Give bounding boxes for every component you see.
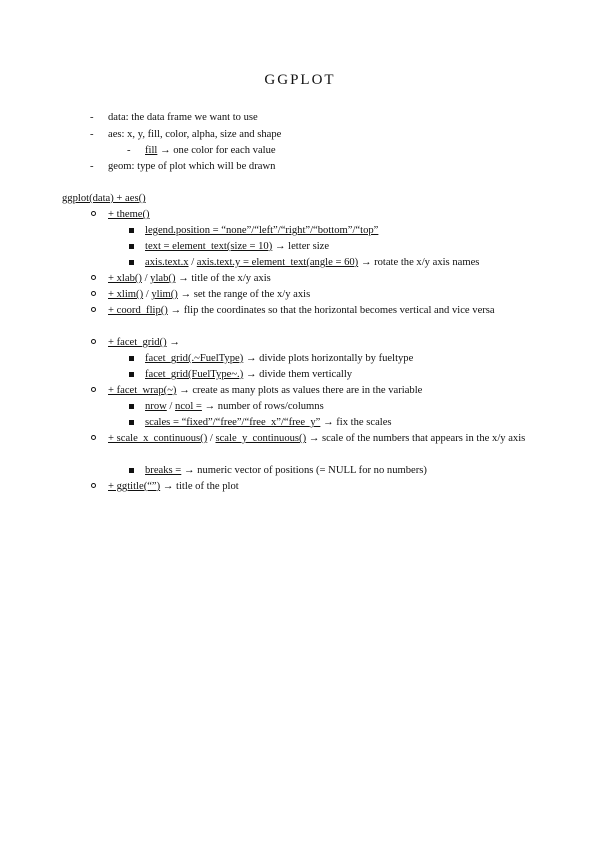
scale-desc: → scale of the numbers that appears in the x/y axis: [306, 433, 526, 444]
facet-grid-code: + facet_grid(): [108, 337, 167, 348]
circle-bullet: [91, 291, 96, 296]
breaks-desc: → numeric vector of positions (= NULL for no numbers): [181, 465, 427, 476]
dash-bullet: -: [90, 112, 94, 123]
facet-vertical-code: facet_grid(FuelType~.): [145, 369, 244, 380]
circle-bullet: [91, 435, 96, 440]
text-size-desc: → letter size: [272, 241, 330, 252]
dash-bullet: -: [127, 145, 131, 156]
ylab-code: ylab(): [150, 273, 176, 284]
item-coord-flip: [108, 303, 528, 319]
item-facet-grid: [108, 336, 180, 349]
axis-text-y-code: axis.text.y = element_text(angle = 60): [196, 257, 359, 268]
lab-separator: /: [141, 273, 151, 284]
item-scales: [145, 416, 392, 429]
square-bullet: [129, 420, 134, 425]
nrow-code: nrow: [145, 401, 167, 412]
facet-vertical-desc: → divide them vertically: [243, 369, 353, 380]
dash-bullet: -: [90, 129, 94, 140]
lab-desc: → title of the x/y axis: [175, 273, 271, 284]
nrow-desc: → number of rows/columns: [201, 401, 324, 412]
circle-bullet: [91, 339, 96, 344]
breaks-code: breaks =: [145, 465, 182, 476]
square-bullet: [129, 372, 134, 377]
item-facet-horizontal: [145, 352, 413, 365]
circle-bullet: [91, 211, 96, 216]
facet-wrap-desc: → create as many plots as values there are in the variable: [176, 385, 423, 396]
dash-item-aes: aes: x, y, fill, color, alpha, size and shape: [108, 129, 282, 140]
coord-flip-code: + coord_flip(): [108, 305, 168, 316]
axis-text-desc: → rotate the x/y axis names: [358, 257, 480, 268]
nrow-separator: /: [166, 401, 176, 412]
dash-item-geom: geom: type of plot which will be drawn: [108, 161, 276, 172]
facet-wrap-code: + facet_wrap(~): [108, 385, 177, 396]
item-lim: [108, 288, 310, 301]
item-axis-text: [145, 256, 479, 269]
circle-bullet: [91, 275, 96, 280]
page-title: GGPLOT: [264, 72, 336, 88]
item-facet-vertical: [145, 368, 352, 381]
item-text-size: [145, 240, 329, 253]
scale-separator: /: [207, 433, 216, 444]
item-scale-continuous: [108, 431, 528, 447]
dash-item-data: data: the data frame we want to use: [108, 112, 258, 123]
dash-bullet: -: [90, 161, 94, 172]
square-bullet: [129, 228, 134, 233]
lim-separator: /: [143, 289, 152, 300]
theme-code: + theme(): [108, 209, 150, 220]
square-bullet: [129, 244, 134, 249]
square-bullet: [129, 404, 134, 409]
ylim-code: ylim(): [151, 289, 178, 300]
ggtitle-code: + ggtitle(“”): [108, 481, 161, 492]
scales-code: scales = “fixed”/“free”/“free_x”/“free_y”: [145, 417, 321, 428]
lim-desc: → set the range of the x/y axis: [177, 289, 311, 300]
square-bullet: [129, 468, 134, 473]
circle-bullet: [91, 483, 96, 488]
ncol-code: ncol =: [175, 401, 202, 412]
item-ggtitle: [108, 480, 239, 493]
main-call: [62, 192, 146, 205]
main-call-code: ggplot(data) + aes(): [62, 193, 146, 204]
circle-bullet: [91, 387, 96, 392]
fill-code: fill: [145, 145, 158, 156]
circle-bullet: [91, 307, 96, 312]
axis-text-x-code: axis.text.x: [145, 257, 189, 268]
scale-y-code: scale_y_continuous(): [215, 433, 307, 444]
item-legend-position: [145, 224, 378, 237]
xlim-code: + xlim(): [108, 289, 144, 300]
ggtitle-desc: → title of the plot: [160, 481, 239, 492]
scales-desc: → fix the scales: [320, 417, 392, 428]
dash-item-fill: [145, 144, 276, 157]
xlab-code: + xlab(): [108, 273, 142, 284]
item-nrow-ncol: [145, 400, 324, 413]
item-facet-wrap: [108, 384, 422, 397]
item-theme: [108, 208, 150, 221]
item-breaks: [145, 464, 427, 477]
text-size-code: text = element_text(size = 10): [145, 241, 273, 252]
axis-separator: /: [188, 257, 197, 268]
facet-horizontal-code: facet_grid(.~FuelType): [145, 353, 244, 364]
item-lab: [108, 272, 271, 285]
facet-horizontal-desc: → divide plots horizontally by fueltype: [243, 353, 414, 364]
facet-grid-arrow: →: [166, 337, 180, 348]
scale-x-code: + scale_x_continuous(): [108, 433, 208, 444]
fill-desc: → one color for each value: [157, 145, 276, 156]
coord-flip-desc: → flip the coordinates so that the horizontal becomes vertical and vice versa: [167, 305, 495, 316]
square-bullet: [129, 260, 134, 265]
square-bullet: [129, 356, 134, 361]
legend-position-code: legend.position = “none”/“left”/“right”/“bottom”/“top”: [145, 225, 379, 236]
